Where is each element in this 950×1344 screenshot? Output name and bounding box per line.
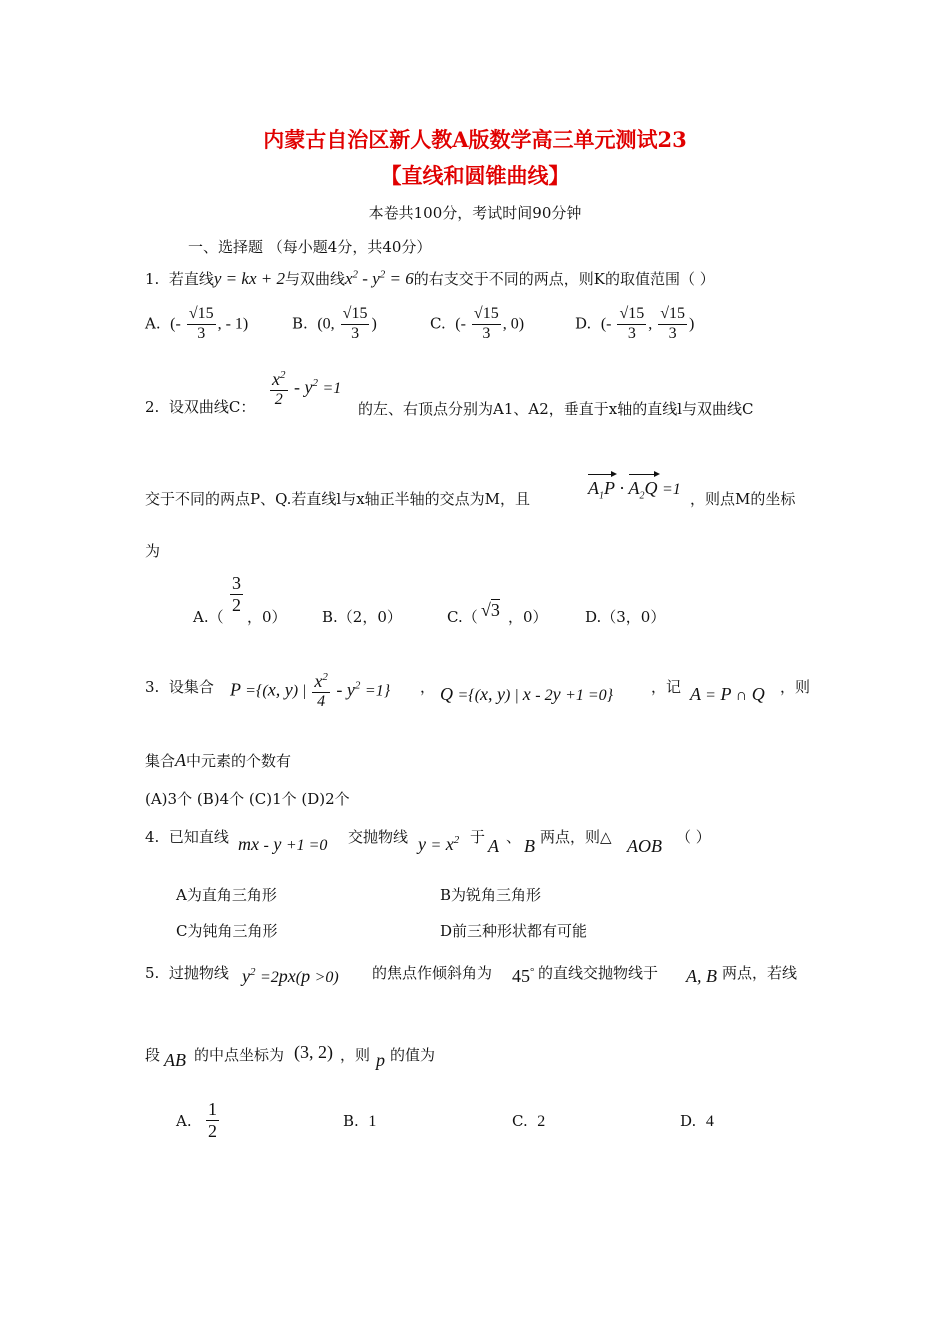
question-5-option-b: B. 1 bbox=[343, 1112, 377, 1130]
question-4-option-a: A为直角三角形 bbox=[176, 886, 277, 904]
question-3-line2: 集合A中元素的个数有 bbox=[145, 750, 292, 770]
intersection-equation: A = P ∩ Q bbox=[690, 684, 765, 704]
question-5-text2: 的直线交抛物线于 bbox=[538, 964, 659, 982]
question-3: 3. 设集合 bbox=[145, 678, 214, 696]
vector-equation: $A_1P \cdot A_2Q =1$ bbox=[588, 478, 681, 502]
question-1-option-b: B. (0, $\frac{√15}{3}$ ) bbox=[292, 305, 377, 342]
question-2-option-a: A.（ bbox=[193, 608, 224, 626]
question-5-option-c: C. 2 bbox=[512, 1112, 546, 1130]
question-5-line2-text3: 的值为 bbox=[390, 1046, 436, 1064]
question-2-option-d: D.（3，0） bbox=[585, 608, 666, 626]
question-5-text: 的焦点作倾斜角为 bbox=[372, 964, 493, 982]
question-2-text: 的左、右顶点分别为A1、A2，垂直于x轴的直线l与双曲线C bbox=[358, 400, 754, 418]
set-p-equation: P ={(x, y) | $\frac{x^2}{4}$ - $y^2 =1$} bbox=[230, 671, 391, 710]
fraction-one-half: $\frac{1}{2}$ bbox=[208, 1099, 217, 1141]
parabola-equation-5: $y^2 =2px(p >0)$ bbox=[242, 966, 339, 986]
question-5-line2: 段 bbox=[145, 1046, 161, 1064]
points-ab: A, B bbox=[686, 966, 717, 986]
doc-subtitle: 【直线和圆锥曲线】 bbox=[380, 163, 570, 188]
variable-p: p bbox=[376, 1050, 385, 1070]
angle-45: 45° bbox=[512, 966, 535, 986]
sqrt-three: √3 bbox=[481, 600, 500, 620]
yu-text: 于 bbox=[470, 828, 486, 846]
question-2-option-a-tail: ，0） bbox=[247, 608, 287, 626]
midpoint-coords: (3, 2) bbox=[294, 1042, 333, 1062]
question-2-option-b: B.（2，0） bbox=[322, 608, 402, 626]
question-4-option-d: D前三种形状都有可能 bbox=[440, 922, 588, 940]
parabola-equation: $y = x^2$ bbox=[418, 834, 460, 854]
question-4-option-c: C为钝角三角形 bbox=[176, 922, 278, 940]
exam-info: 本卷共100分，考试时间90分钟 bbox=[368, 204, 582, 222]
question-2-line2-end: ，则点M的坐标 bbox=[690, 490, 796, 508]
ze-text: ，则 bbox=[780, 678, 811, 696]
hyperbola-equation: $\frac{x^2}{2}$ - $y^2 =1$ bbox=[272, 369, 342, 408]
question-5-option-a: A. bbox=[176, 1112, 192, 1130]
fraction-three-halves: $\frac{3}{2}$ bbox=[232, 573, 241, 615]
question-2-option-c: C.（ bbox=[447, 608, 478, 626]
question-5-line2-text2: ，则 bbox=[340, 1046, 371, 1064]
answer-bracket: （ ） bbox=[676, 828, 711, 846]
section-heading: 一、选择题 （每小题4分，共40分） bbox=[188, 238, 432, 256]
question-5-line2-text: 的中点坐标为 bbox=[194, 1046, 285, 1064]
ji-text: ，记 bbox=[651, 678, 682, 696]
question-2-line3: 为 bbox=[145, 542, 161, 560]
question-5: 5. 过抛物线 bbox=[145, 964, 229, 982]
point-a: A bbox=[488, 836, 499, 856]
question-4: 4. 已知直线 bbox=[145, 828, 229, 846]
question-4-text: 交抛物线 bbox=[348, 828, 409, 846]
separator: 、 bbox=[506, 828, 522, 846]
line-equation: mx - y +1 =0 bbox=[238, 834, 328, 854]
question-1-option-a: A. (- $\frac{√15}{3}$ , - 1) bbox=[145, 305, 249, 342]
question-5-option-d: D. 4 bbox=[680, 1112, 714, 1130]
question-1-option-c: C. (- $\frac{√15}{3}$ , 0) bbox=[430, 305, 525, 342]
comma: ， bbox=[420, 678, 436, 696]
question-4-option-b: B为锐角三角形 bbox=[440, 886, 542, 904]
question-2-option-c-tail: ，0） bbox=[508, 608, 548, 626]
question-5-text3: 两点，若线 bbox=[722, 964, 798, 982]
triangle-aob: AOB bbox=[627, 836, 662, 856]
doc-title: 内蒙古自治区新人教A版数学高三单元测试23 bbox=[263, 127, 687, 152]
question-2-line2: 交于不同的两点P、Q.若直线l与x轴正半轴的交点为M，且 bbox=[145, 490, 531, 508]
point-b: B bbox=[524, 836, 535, 856]
question-3-options: (A)3个 (B)4个 (C)1个 (D)2个 bbox=[145, 790, 350, 808]
question-4-text2: 两点，则△ bbox=[540, 828, 612, 846]
segment-ab: AB bbox=[164, 1050, 186, 1070]
question-1-option-d: D. (- $\frac{√15}{3}$ , $\frac{√15}{3}$ ) bbox=[575, 305, 695, 342]
question-1: 1. 若直线y = kx + 2与双曲线$x^2 - y^2 = 6$的右支交于不同的两点，则K的取值范围（ ） bbox=[145, 268, 715, 288]
set-q-equation: Q ={(x, y) | x - 2y +1 =0} bbox=[440, 684, 614, 704]
question-2: 2. 设双曲线C： bbox=[145, 398, 256, 416]
